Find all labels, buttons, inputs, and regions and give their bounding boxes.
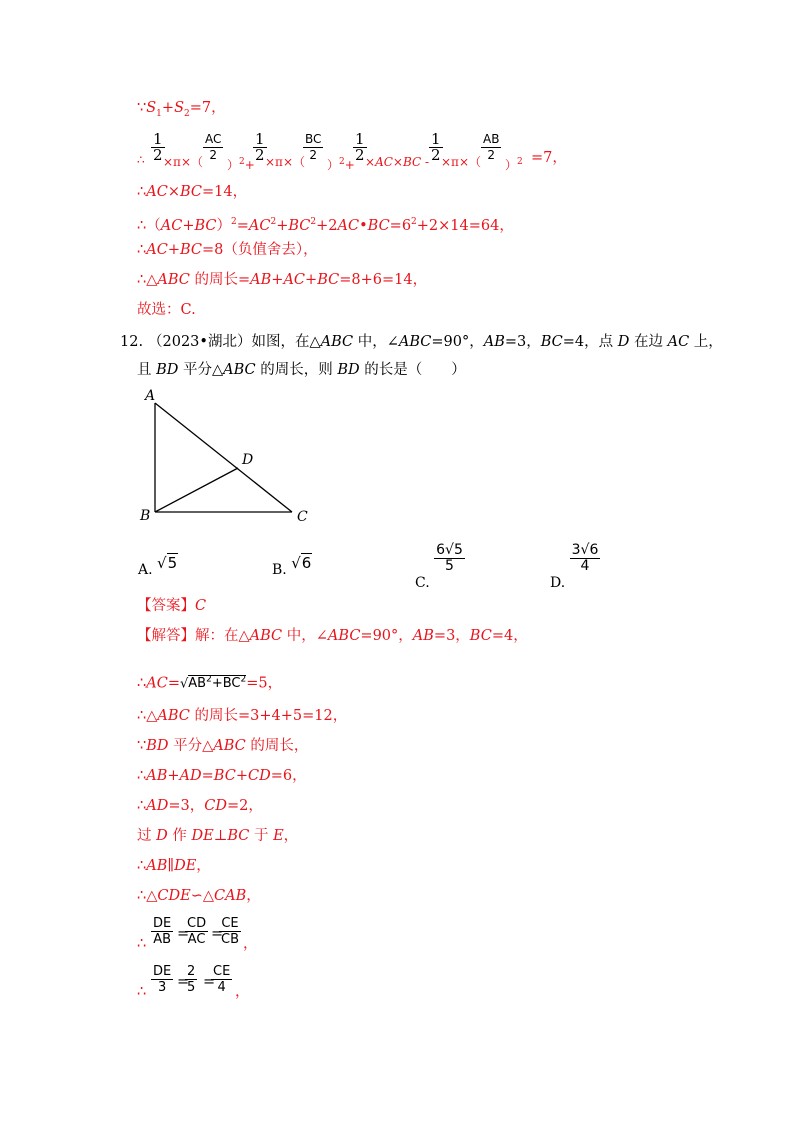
solution-step-2: ∴△ABC 的周长=3+4+5=12， [137, 708, 348, 724]
prev-line-1: $\because S_1+S_2=7$， [137, 100, 226, 119]
question-number: 12. [120, 334, 144, 350]
solution-intro: 【解答】解：在△ABC 中，∠ABC=90°，AB=3，BC=4， [137, 628, 528, 644]
question-line-2: 且 BD 平分△ABC 的周长，则 BD 的长是（ ） [137, 362, 466, 378]
label-d: D [242, 452, 254, 468]
label-b: B [140, 508, 151, 524]
label-a: A [145, 388, 156, 404]
segment-bd [155, 468, 238, 512]
option-c: C. $\frac{6√5}{5}$ [415, 542, 463, 591]
option-a: A. √5 [138, 554, 178, 578]
prev-line-3: ∴AC×BC=14， [137, 184, 248, 200]
option-b: B. √6 [272, 554, 312, 578]
solution-step-3: ∵BD 平分△ABC 的周长， [137, 738, 309, 754]
solution-step-6: 过 D 作 DE⊥BC 于 E， [137, 828, 299, 844]
answer-tag: 【答案】C [137, 598, 207, 614]
option-d: D. $\frac{3√6}{4}$ [550, 542, 599, 591]
solution-step-8: ∴△CDE∽△CAB， [137, 888, 261, 904]
question-line-1: （2023•湖北）如图，在△ABC 中，∠ABC=90°，AB=3，BC=4，点 D 在边 AC 上， [148, 334, 723, 350]
prev-line-2-tail: =7， [531, 150, 567, 166]
solution-step-4: ∴AB+AD=BC+CD=6， [137, 768, 307, 784]
label-c: C [297, 509, 308, 525]
solution-step-5: ∴AD=3，CD=2， [137, 798, 263, 814]
side-ac [155, 403, 292, 512]
prev-line-7: 故选：C. [137, 302, 196, 318]
solution-step-7: ∴AB∥DE， [137, 858, 211, 874]
solution-step-1: $\therefore AC=√AB^2+BC^2=5$， [137, 675, 283, 692]
prev-line-4: $\therefore(AC+BC)^2=AC^2+BC^2+2AC•BC=6^2+2\times 14=64$， [137, 217, 514, 234]
prev-line-6: ∴△ABC 的周长=AB+AC+BC=8+6=14， [137, 272, 428, 288]
prev-line-5: ∴AC+BC=8（负值舍去）， [137, 242, 318, 258]
